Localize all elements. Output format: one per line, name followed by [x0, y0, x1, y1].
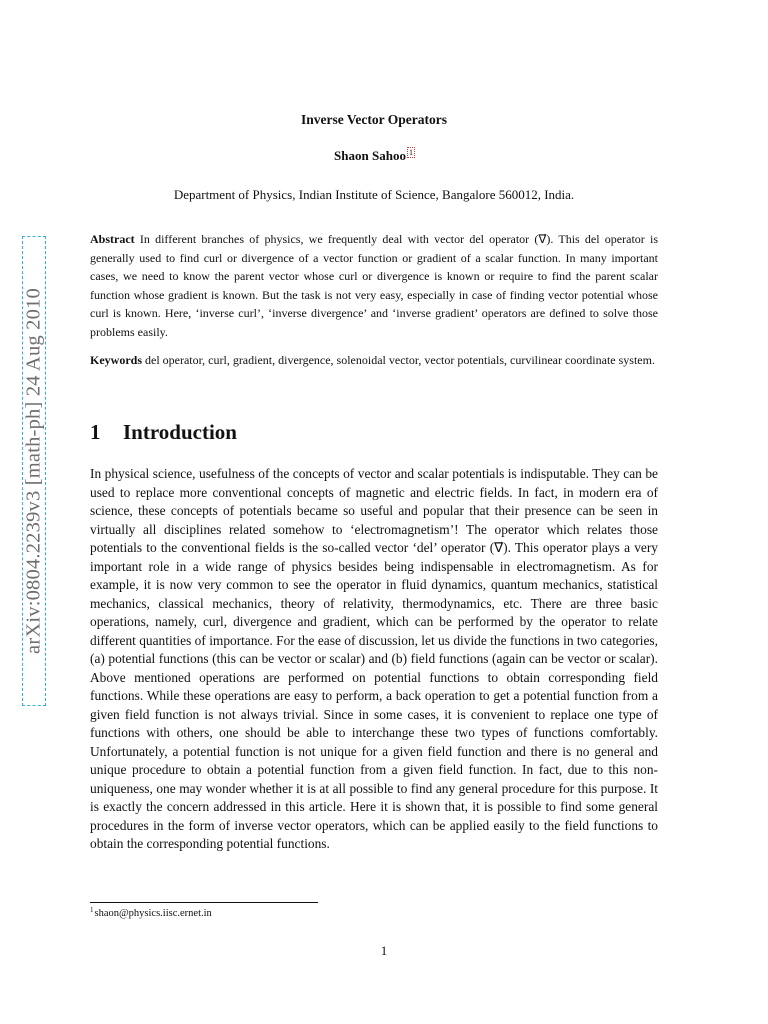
arxiv-identifier-stamp[interactable]	[22, 236, 46, 706]
arxiv-identifier-text: arXiv:0804.2239v3 [math-ph] 24 Aug 2010	[22, 288, 45, 654]
footnote-mark: 1	[90, 906, 94, 914]
author-name: Shaon Sahoo	[334, 148, 406, 163]
author-affiliation: Department of Physics, Indian Institute of Science, Bangalore 560012, India.	[173, 187, 575, 202]
abstract	[90, 230, 658, 342]
keywords-text: del operator, curl, gradient, divergence, solenoidal vector, vector potentials, curvilinear coordinate system.	[145, 353, 655, 367]
footnote	[90, 906, 212, 919]
abstract-text: In different branches of physics, we frequently deal with vector del operator (∇⃗). This del operator is generally used to find curl or divergence of a vector function or gradient of a scalar function. In many important cases, we need to know the parent vector whose curl or divergence is known or require to find the parent scalar function whose gradient is known. But the task is not very easy, especially in case of finding vector potential whose curl is known. Here, ‘inverse curl’, ‘inverse divergence’ and ‘inverse gradient’ operators are defined to solve those problems easily.	[90, 232, 658, 339]
paper-title: Inverse Vector Operators	[301, 112, 447, 127]
keywords	[90, 351, 658, 370]
footnote-link[interactable]: 1	[408, 148, 413, 157]
keywords-label: Keywords	[90, 353, 142, 367]
section-heading	[90, 420, 237, 445]
footnote-email: shaon@physics.iisc.ernet.in	[94, 908, 212, 919]
section-title: Introduction	[123, 420, 237, 444]
author-line	[90, 148, 658, 164]
footnote-divider	[90, 902, 318, 903]
abstract-label: Abstract	[90, 232, 135, 246]
page-number: 1	[380, 943, 388, 958]
intro-paragraph: In physical science, usefulness of the concepts of vector and scalar potentials is indisputable. They can be used to replace more conventional concepts of magnetic and electric fields. In fact, in modern era of science, these concepts of potentials became so useful and popular that their presence can be seen in virtually all disciplines related somehow to ‘electromagnetism’! The operator which relates those potentials to the conventional fields is the so-called vector ‘del’ operator (∇⃗). This operator plays a very important role in a wide range of physics besides being indispensable in electromagnetism. As for example, it is now very common to see the operator in fluid dynamics, quantum mechanics, statistical mechanics, classical mechanics, theory of relativity, thermodynamics, etc. There are three basic operations, namely, curl, divergence and gradient, which can be performed by the operator to relate different quantities of importance. For the ease of discussion, let us divide the functions in two categories, (a) potential functions (this can be vector or scalar) and (b) field functions (again can be vector or scalar). Above mentioned operations are performed on potential functions to obtain corresponding field functions. While these operations are easy to perform, a back operation to get a potential function from a given field function is not always trivial. Since in some cases, it is convenient to replace one type of functions with others, one should be able to interchange these two types of functions comfortably. Unfortunately, a potential function is not unique for a given field function and there is no general and unique procedure to obtain a potential function from a given field function. In fact, due to this non-uniqueness, one may wonder whether it is at all possible to find any general procedure for this purpose. It is exactly the concern addressed in this article. Here it is shown that, it is possible to find some general procedures in the form of inverse vector operators, which can be applied easily to the field functions to obtain the corresponding potential functions.	[90, 466, 658, 851]
section-number: 1	[90, 420, 101, 444]
